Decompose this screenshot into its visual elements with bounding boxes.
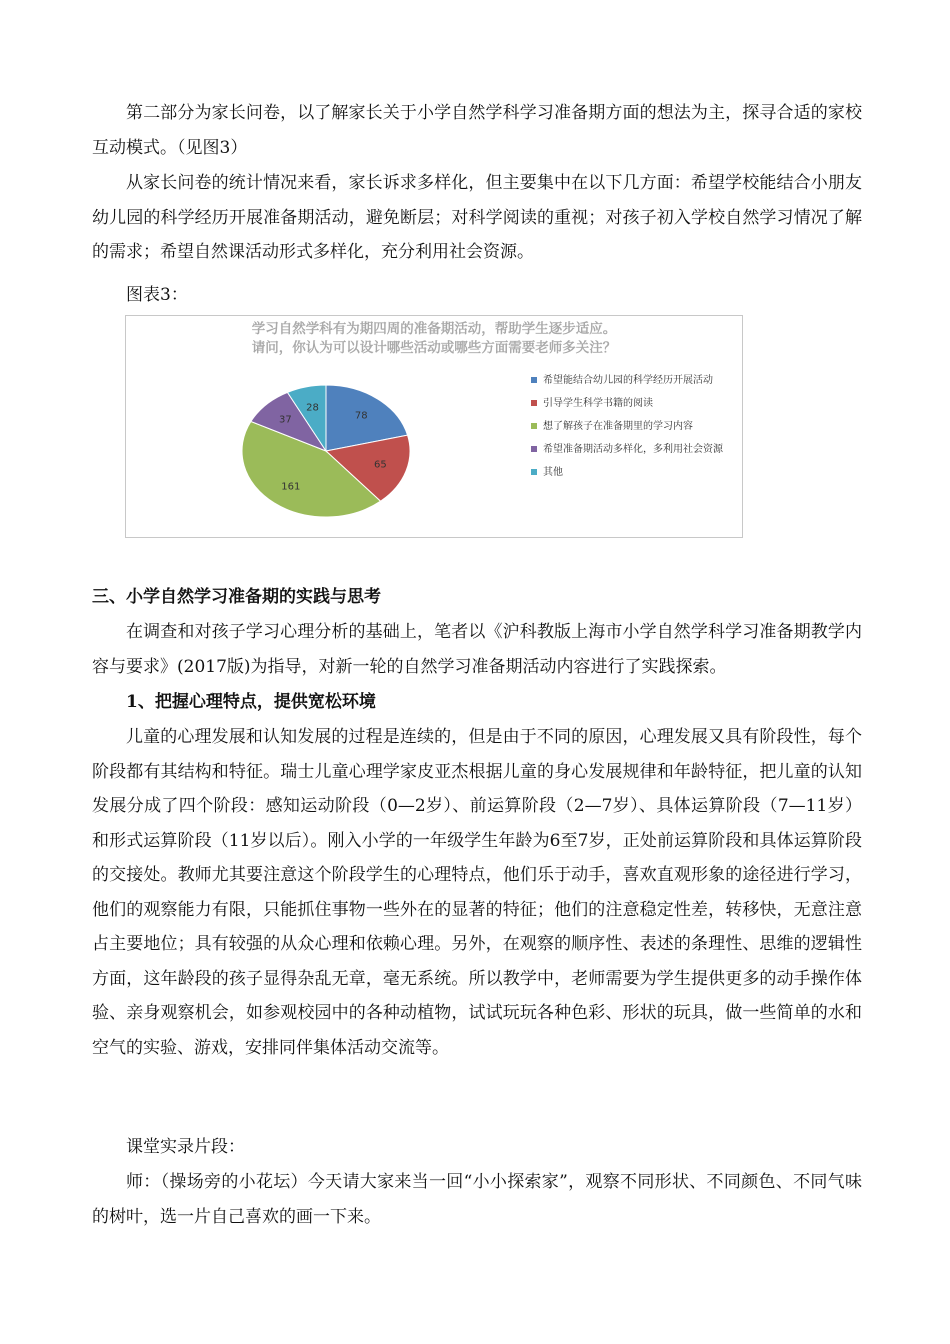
paragraph-practice-intro: 在调查和对孩子学习心理分析的基础上，笔者以《沪科教版上海市小学自然学科学习准备期教学内容与要求》(2017版)为指导，对新一轮的自然学习准备期活动内容进行了实践探索。 [92,622,862,677]
pie-data-label: 65 [374,459,387,471]
legend-label: 引导学生科学书籍的阅读 [543,398,653,409]
legend-item [531,397,736,410]
legend-item [531,443,736,456]
section-heading: 三、小学自然学习准备期的实践与思考 [92,587,381,607]
legend-swatch [531,377,537,383]
chart-legend [531,374,736,489]
legend-label: 其他 [543,467,563,478]
legend-swatch [531,469,537,475]
legend-item [531,420,736,433]
paragraph-parent-survey: 第二部分为家长问卷，以了解家长关于小学自然学科学习准备期方面的想法为主，探寻合适的家校互动模式。（见图3） [92,103,862,158]
chart-title-line-1: 学习自然学科有为期四周的准备期活动，帮助学生逐步适应。 [251,321,617,337]
paragraph-psychology: 儿童的心理发展和认知发展的过程是连续的，但是由于不同的原因，心理发展又具有阶段性，每个阶段都有其结构和特征。瑞士儿童心理学家皮亚杰根据儿童的身心发展规律和年龄特征，把儿童的认知发展分成了四个阶段：感知运动阶段（0—2岁）、前运算阶段（2—7岁）、具体运算阶段（7—11岁）和形式运算阶段（11岁以后）。刚入小学的一年级学生年龄为6至7岁，正处前运算阶段和具体运算阶段的交接处。教师尤其要注意这个阶段学生的心理特点，他们乐于动手，喜欢直观形象的途径进行学习，他们的观察能力有限，只能抓住事物一些外在的显著的特征；他们的注意稳定性差，转移快，无意注意占主要地位；具有较强的从众心理和依赖心理。另外，在观察的顺序性、表述的条理性、思维的逻辑性方面，这年龄段的孩子显得杂乱无章，毫无系统。所以教学中，老师需要为学生提供更多的动手操作体验、亲身观察机会，如参观校园中的各种动植物，试试玩玩各种色彩、形状的玩具，做一些简单的水和空气的实验、游戏，安排同伴集体活动交流等。 [92,727,862,1058]
legend-swatch [531,446,537,452]
paragraph-classroom-record: 课堂实录片段： [126,1137,245,1157]
pie-data-label: 78 [354,410,368,422]
pie-data-label: 161 [281,481,301,493]
pie-chart-figure [125,315,743,538]
legend-label: 想了解孩子在准备期里的学习内容 [543,421,693,432]
legend-label: 希望准备期活动多样化，多利用社会资源 [543,444,723,455]
sub-heading: 1、把握心理特点，提供宽松环境 [126,692,376,712]
paragraph-survey-results: 从家长问卷的统计情况来看，家长诉求多样化，但主要集中在以下几方面：希望学校能结合小朋友幼儿园的科学经历开展准备期活动，避免断层；对科学阅读的重视；对孩子初入学校自然学习情况了解的需求；希望自然课活动形式多样化，充分利用社会资源。 [92,173,862,262]
pie-data-label: 28 [306,402,319,414]
legend-item [531,466,736,479]
legend-label: 希望能结合幼儿园的科学经历开展活动 [543,375,713,386]
figure-label: 图表3： [126,285,188,305]
paragraph-teacher-dialogue: 师：（操场旁的小花坛）今天请大家来当一回“小小探索家”，观察不同形状、不同颜色、不同气味的树叶，选一片自己喜欢的画一下来。 [92,1172,862,1227]
legend-swatch [531,423,537,429]
pie-data-label: 37 [278,414,292,426]
legend-swatch [531,400,537,406]
legend-item [531,374,736,387]
chart-title-line-2: 请问，你认为可以设计哪些活动或哪些方面需要老师多关注？ [251,340,617,356]
